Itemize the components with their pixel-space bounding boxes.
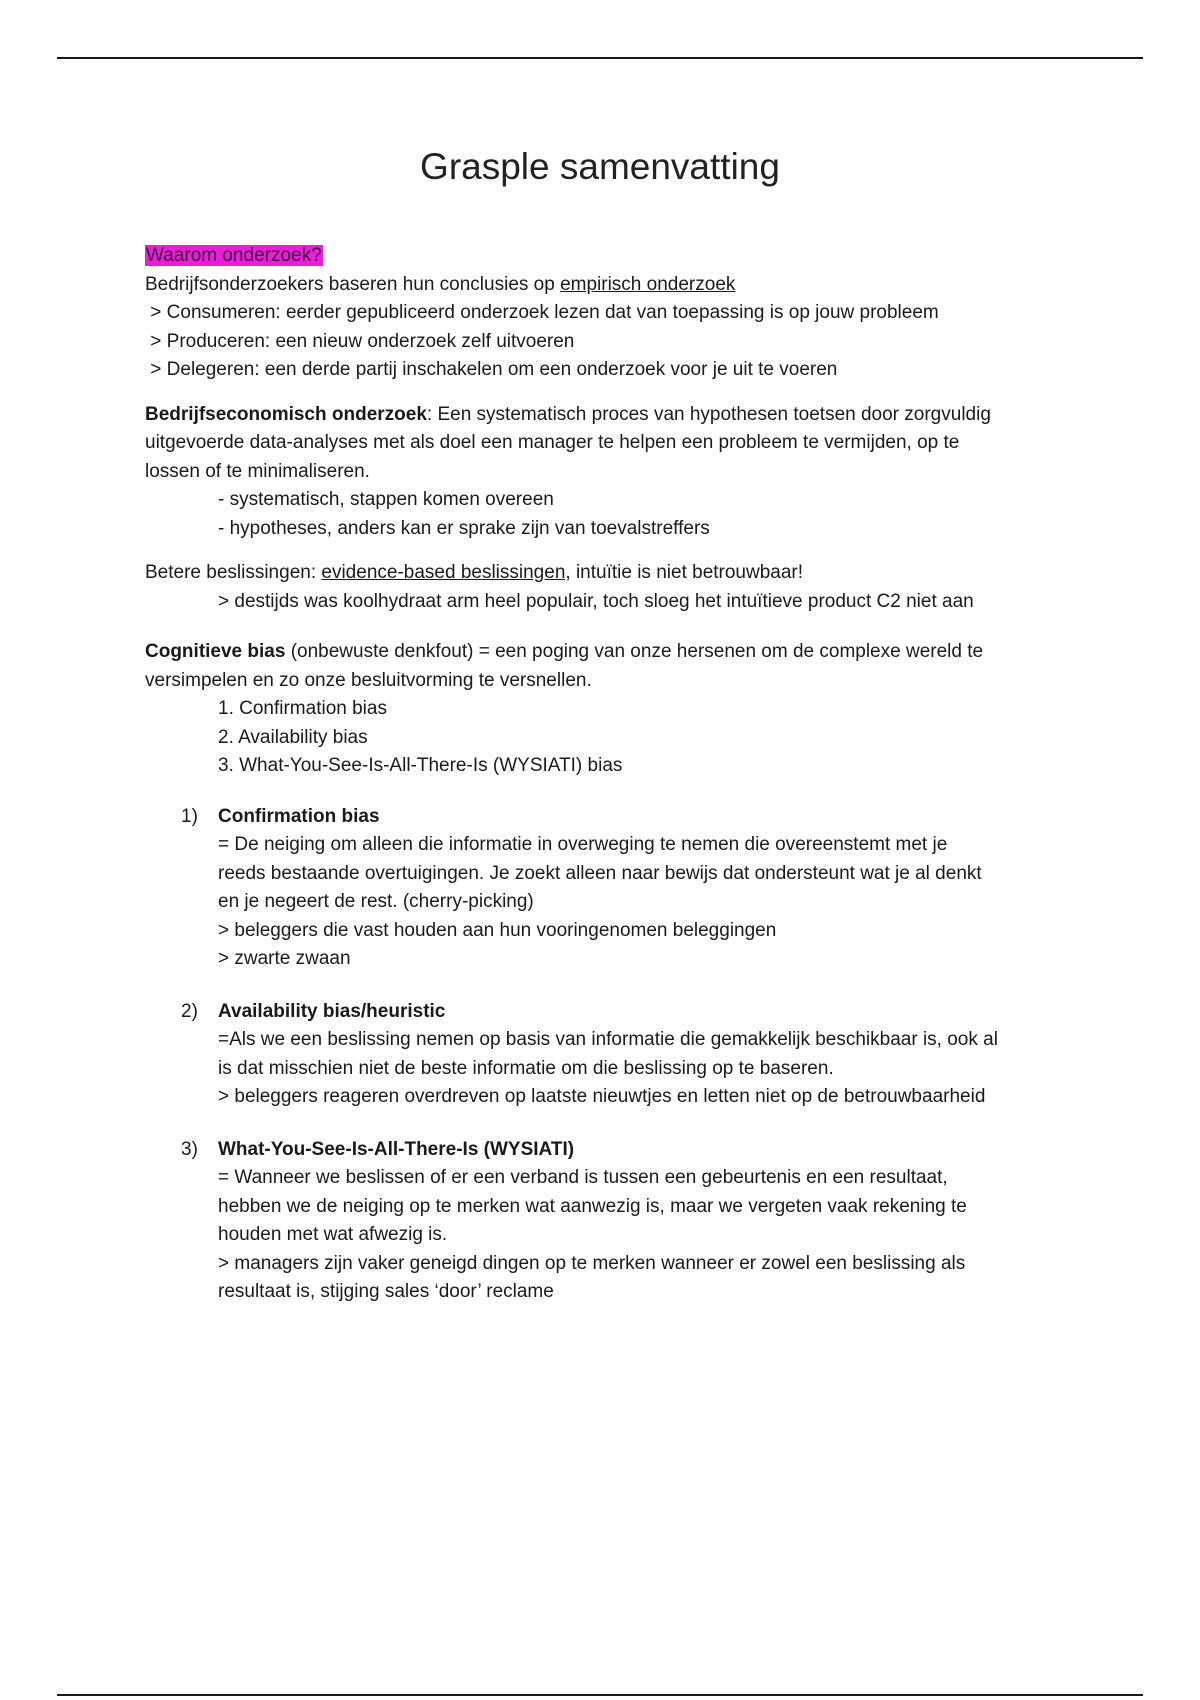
indented-point: - hypotheses, anders kan er sprake zijn van toevalstreffers (218, 517, 710, 539)
bias-line: > beleggers reageren overdreven op laatste nieuwtjes en letten niet op de betrouwbaarheid (218, 1086, 986, 1107)
bold-term: Bedrijfseconomisch onderzoek (145, 403, 427, 425)
bias-line: = Wanneer we beslissen of er een verband is tussen een gebeurtenis en een resultaat, (218, 1167, 948, 1188)
text: : Een systematisch proces van hypothesen toetsen door zorgvuldig (426, 403, 991, 425)
paragraph (145, 559, 1055, 588)
item-number: 2) (181, 1000, 198, 1022)
bias-section (145, 998, 1055, 1112)
bias-line: reeds bestaande overtuigingen. Je zoekt alleen naar bewijs dat ondersteunt wat je al denkt (218, 862, 982, 884)
underlined-term: evidence-based beslissingen, (321, 562, 571, 583)
bias-line: = De neiging om alleen die informatie in overweging te nemen die overeenstemt met je (218, 834, 948, 855)
list-item: 1. Confirmation bias (218, 698, 387, 719)
list-item: 2. Availability bias (218, 726, 368, 748)
item-number: 1) (181, 805, 198, 827)
bias-line: > managers zijn vaker geneigd dingen op te merken wanneer er zowel een beslissing als (218, 1252, 966, 1274)
text: (onbewuste denkfout) = een poging van onze hersenen om de complexe wereld te (285, 641, 984, 662)
paragraph (145, 638, 1055, 667)
section-heading (145, 242, 1055, 271)
indented-point: - systematisch, stappen komen overeen (218, 489, 554, 510)
bias-line: > zwarte zwaan (218, 948, 351, 969)
bias-line: resultaat is, stijging sales ‘door’ reclame (218, 1281, 554, 1302)
bullet-text: > Delegeren: een derde partij inschakelen om een onderzoek voor je uit te voeren (150, 359, 838, 380)
bias-section (145, 1136, 1055, 1307)
bottom-rule (57, 1694, 1143, 1696)
text: intuïtie is niet betrouwbaar! (570, 562, 804, 583)
bold-term: Cognitieve bias (145, 641, 286, 662)
highlighted-heading: Waarom onderzoek? (146, 245, 322, 266)
bias-line: en je negeert de rest. (cherry-picking) (218, 891, 534, 912)
bullet-text: > Consumeren: eerder gepubliceerd onderzoek lezen dat van toepassing is op jouw probleem (150, 302, 939, 323)
text: Bedrijfsonderzoekers baseren hun conclusies op (145, 273, 561, 295)
text: Betere beslissingen: (145, 562, 322, 583)
bullet-item (145, 328, 1055, 357)
list-item: 3. What-You-See-Is-All-There-Is (WYSIATI) bias (218, 755, 623, 776)
item-number: 3) (181, 1138, 198, 1160)
bias-section (145, 803, 1055, 974)
bias-line: is dat misschien niet de beste informatie om die beslissing op te baseren. (218, 1057, 834, 1079)
bullet-item (145, 299, 1055, 328)
bias-line: =Als we een beslissing nemen op basis van informatie die gemakkelijk beschikbaar is, ook al (218, 1029, 998, 1050)
bullet-text: > Produceren: een nieuw onderzoek zelf uitvoeren (150, 330, 575, 352)
bias-line: houden met wat afwezig is. (218, 1224, 448, 1245)
bias-line: > beleggers die vast houden aan hun vooringenomen beleggingen (218, 919, 777, 941)
bullet-item (145, 356, 1055, 385)
indented-point: > destijds was koolhydraat arm heel populair, toch sloeg het intuïtieve product C2 niet aan (218, 590, 974, 612)
top-rule (57, 57, 1143, 59)
bias-heading: What-You-See-Is-All-There-Is (WYSIATI) (218, 1138, 575, 1160)
paragraph-line: versimpelen en zo onze besluitvorming te versnellen. (145, 669, 592, 691)
paragraph-line: uitgevoerde data-analyses met als doel een manager te helpen een probleem te vermijden, op te (145, 432, 960, 453)
bias-line: hebben we de neiging op te merken wat aanwezig is, maar we vergeten vaak rekening te (218, 1195, 967, 1217)
document-body (145, 242, 1055, 1307)
paragraph (145, 271, 1055, 300)
paragraph-line: lossen of te minimaliseren. (145, 460, 370, 482)
bias-heading: Availability bias/heuristic (218, 1000, 446, 1022)
bias-heading: Confirmation bias (218, 805, 380, 827)
document-title: Grasple samenvatting (420, 146, 780, 187)
paragraph (145, 401, 1055, 430)
underlined-term: empirisch onderzoek (560, 273, 736, 295)
